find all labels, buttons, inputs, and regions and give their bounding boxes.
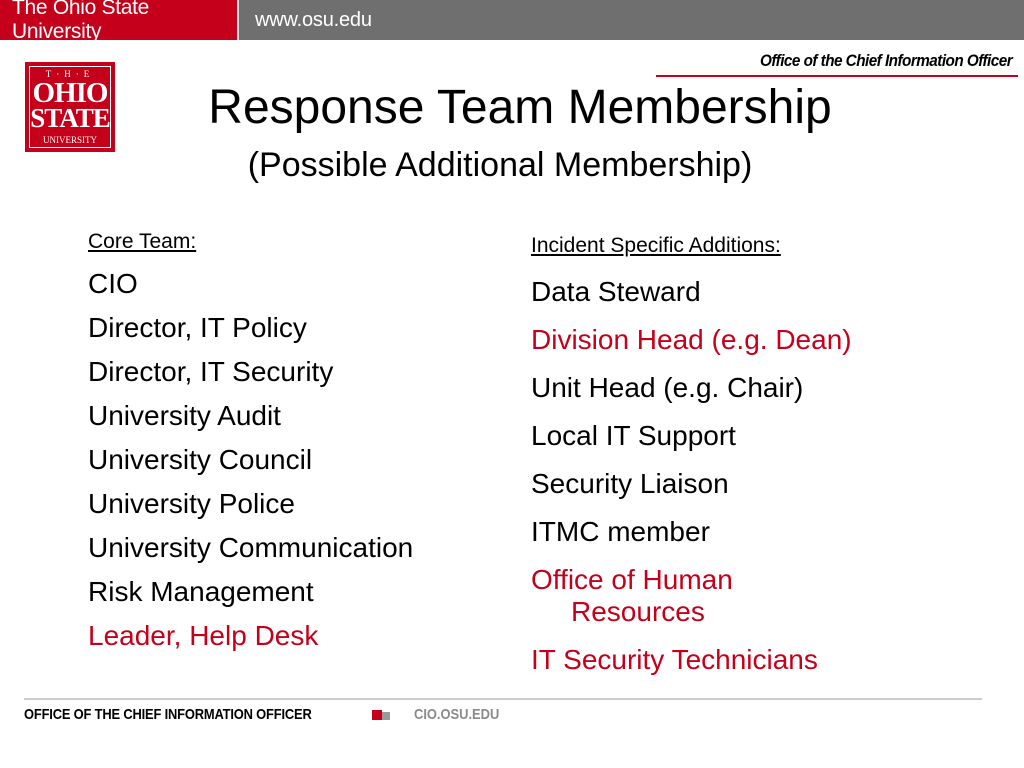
slide-subtitle: (Possible Additional Membership) [247, 146, 753, 184]
logo-state: STATE [30, 103, 110, 133]
list-item-text: Office of Human [531, 564, 733, 595]
list-item: Security Liaison [531, 468, 729, 499]
university-brand-label: The Ohio State University [12, 0, 150, 43]
logo-university: UNIVERSITY [43, 135, 97, 145]
list-item [531, 564, 991, 628]
top-bar [0, 0, 1024, 43]
footer-divider [24, 698, 982, 700]
list-item-continuation: Resources [571, 596, 705, 627]
list-item: Director, IT Policy [88, 312, 307, 343]
osu-logo [25, 62, 115, 152]
core-team-column [88, 228, 508, 652]
list-item: ITMC member [531, 516, 710, 547]
incident-additions-heading: Incident Specific Additions: [531, 234, 781, 257]
list-item: Local IT Support [531, 420, 736, 451]
university-brand-link[interactable] [0, 0, 237, 43]
university-url-link[interactable] [239, 0, 372, 40]
list-item: Data Steward [531, 276, 701, 307]
list-item: Unit Head (e.g. Chair) [531, 372, 804, 403]
logo-ohio: OHIO [32, 77, 108, 109]
list-item: Director, IT Security [88, 356, 334, 387]
list-item: University Audit [88, 400, 281, 431]
list-item: Risk Management [88, 576, 314, 607]
list-item: Leader, Help Desk [88, 620, 319, 651]
footer-square-red [372, 710, 382, 720]
list-item: IT Security Technicians [531, 644, 818, 675]
list-item: University Council [88, 444, 313, 475]
core-team-heading: Core Team: [88, 230, 197, 253]
list-item: University Communication [88, 532, 414, 563]
university-url-label: www.osu.edu [255, 8, 372, 31]
footer-office-label: OFFICE OF THE CHIEF INFORMATION OFFICER [24, 706, 312, 723]
list-item: Division Head (e.g. Dean) [531, 324, 852, 355]
footer-squares-icon [372, 707, 392, 721]
incident-additions-column [531, 232, 991, 676]
logo-the: T·H·E [45, 69, 95, 79]
list-item: University Police [88, 488, 295, 519]
office-heading-underline [656, 75, 1018, 77]
list-item: CIO [88, 268, 138, 299]
office-heading: Office of the Chief Information Officer [759, 51, 1012, 70]
footer-url-link[interactable]: CIO.OSU.EDU [414, 706, 500, 723]
footer-square-gray [382, 712, 390, 720]
slide-title: Response Team Membership [208, 81, 832, 134]
